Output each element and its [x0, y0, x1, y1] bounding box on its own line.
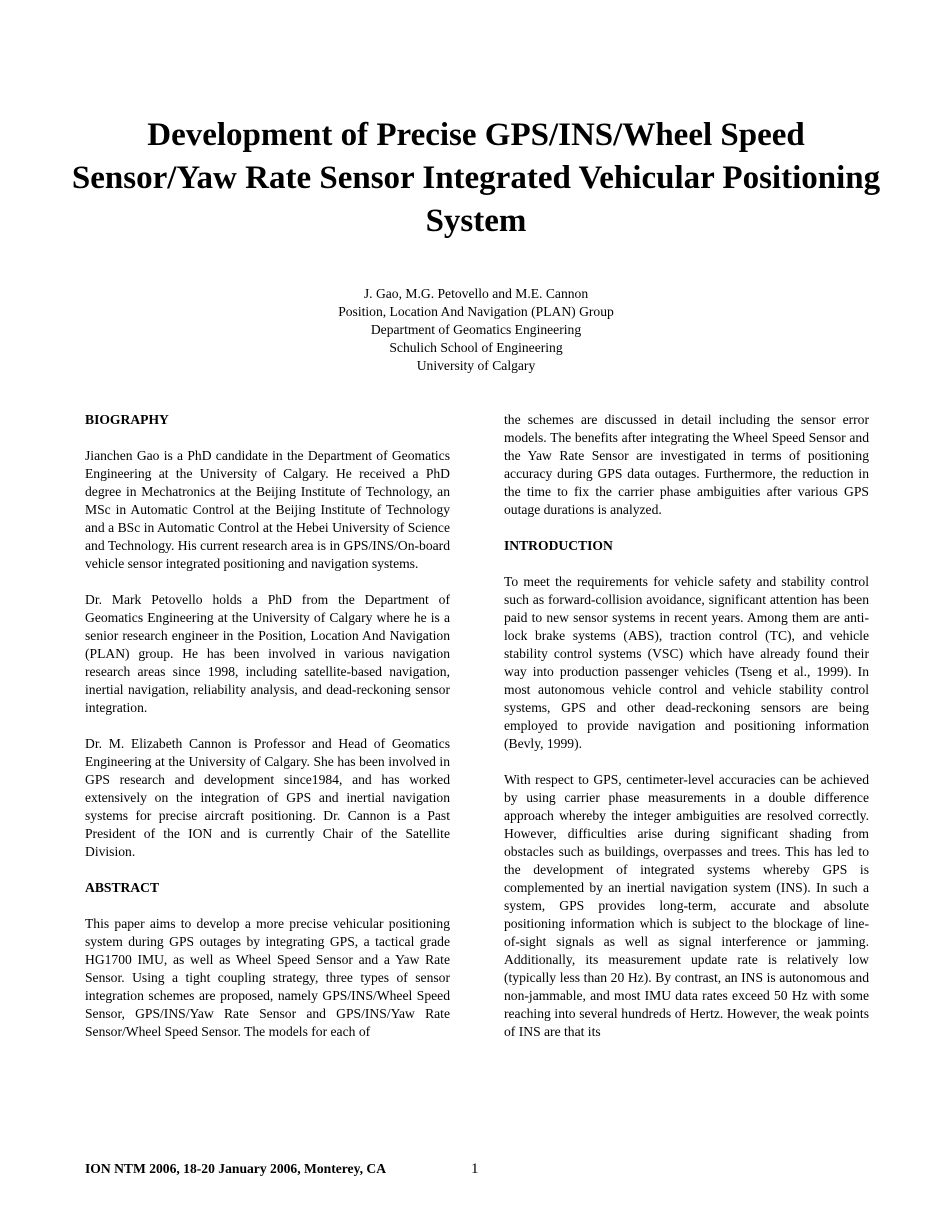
author-department: Department of Geomatics Engineering [370, 322, 582, 337]
abstract-paragraph: This paper aims to develop a more precise vehicular positioning system during GPS outages by integrating GPS, a tactical grade HG1700 IMU, as well as Wheel Speed Sensor and a Yaw Rate Sensor. Using a tight coupling strategy, three types of sensor integration schemes are proposed, namely GPS/INS/Wheel Speed Sensor, GPS/INS/Yaw Rate Sensor and GPS/INS/Yaw Rate Sensor/Wheel Speed Sensor. The models for each of [85, 916, 450, 1039]
abstract-heading: ABSTRACT [85, 880, 160, 895]
left-column [85, 411, 450, 1059]
footer-conference: ION NTM 2006, 18-20 January 2006, Monterey, CA [85, 1161, 387, 1176]
introduction-heading: INTRODUCTION [504, 538, 613, 553]
intro-paragraph-2: With respect to GPS, centimeter-level accuracies can be achieved by using carrier phase measurements in a double difference approach whereby the integer ambiguities are resolved correctly. However, difficulties arise during significant shading from obstacles such as buildings, overpasses and trees. This has led to the development of integrated systems whereby GPS is complemented by an inertial navigation system (INS). In such a system, GPS provides long-term, accurate and absolute positioning information which is subject to the blockage of line-of-sight signals as well as signal interference or jamming. Additionally, its measurement update rate is relatively low (typically less than 20 Hz). By contrast, an INS is autonomous and non-jammable, and most IMU data rates exceed 50 Hz with some reaching into several hundreds of Hertz. However, the weak points of INS are that its [504, 772, 869, 1039]
right-column [504, 411, 869, 1059]
author-block [200, 285, 752, 375]
page-number: 1 [471, 1161, 479, 1177]
bio-paragraph-petovello: Dr. Mark Petovello holds a PhD from the Department of Geomatics Engineering at the University of Calgary where he is a senior research engineer in the Position, Location And Navigation (PLAN) group. He has been involved in various navigation research areas since 1998, including satellite-based navigation, inertial navigation, reliability analysis, and dead-reckoning sensor integration. [85, 592, 450, 715]
biography-heading: BIOGRAPHY [85, 412, 169, 427]
intro-paragraph-1: To meet the requirements for vehicle safety and stability control such as forward-collision avoidance, significant attention has been paid to new sensor systems in recent years. Among them are anti-lock brake systems (ABS), traction control (TC), and vehicle stability control systems (VSC) which have already found their way into production passenger vehicles (Tseng et al., 1999). In most autonomous vehicle control and vehicle stability control systems, GPS and other dead-reckoning sensors are being employed to provide navigation and positioning information (Bevly, 1999). [504, 574, 869, 751]
abstract-continuation: the schemes are discussed in detail including the sensor error models. The benefits after integrating the Wheel Speed Sensor and the Yaw Rate Sensor are investigated in terms of positioning accuracy during GPS data outages. Furthermore, the reduction in the time to fix the carrier phase ambiguities after various GPS outage durations is analyzed. [504, 412, 869, 517]
author-school: Schulich School of Engineering [389, 340, 563, 355]
bio-paragraph-gao: Jianchen Gao is a PhD candidate in the Department of Geomatics Engineering at the University of Calgary. He received a PhD degree in Mechatronics at the Beijing Institute of Technology, an MSc in Automatic Control at the Beijing Institute of Technology and a BSc in Automatic Control at the Hebei University of Science and Technology. His current research area is in GPS/INS/On-board vehicle sensor integrated positioning and navigation systems. [85, 448, 450, 571]
paper-title: Development of Precise GPS/INS/Wheel Speed Sensor/Yaw Rate Sensor Integrated Vehicular Positioning System [71, 117, 881, 239]
author-group: Position, Location And Navigation (PLAN) Group [338, 304, 614, 319]
bio-paragraph-cannon: Dr. M. Elizabeth Cannon is Professor and Head of Geomatics Engineering at the University of Calgary. She has been involved in GPS research and development since1984, and has worked extensively on the integration of GPS and inertial navigation systems for precise aircraft positioning. Dr. Cannon is a Past President of the ION and is currently Chair of the Satellite Division. [85, 736, 450, 859]
author-university: University of Calgary [416, 358, 536, 373]
author-names: J. Gao, M.G. Petovello and M.E. Cannon [363, 286, 589, 301]
